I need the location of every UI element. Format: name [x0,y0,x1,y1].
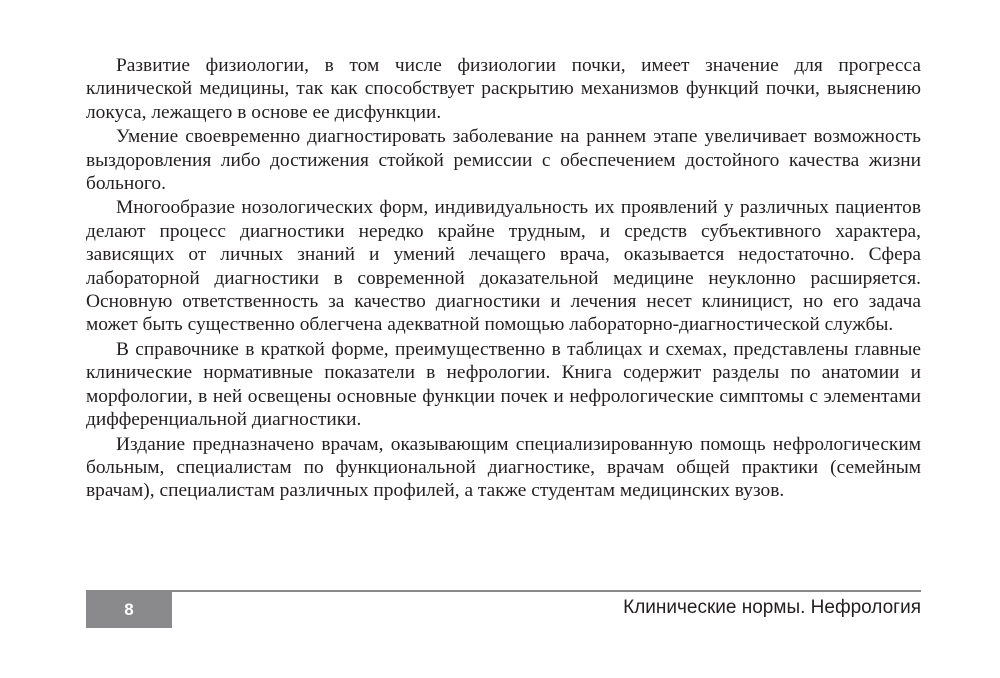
page-number: 8 [124,600,134,619]
paragraph-3: Многообразие нозологических форм, индивидуальность их проявлений у различных пациентов делают процесс диагностики нередко крайне трудным, и средств субъективного характера, зависящих от личных знаний и умений лечащего врача, оказывается недостаточно. Сфера лабораторной диагностики в современной доказательной медицине неуклонно расширяется. Основную ответственность за качество диагностики и лечения несет клиницист, но его задача может быть существенно облегчена адекватной помощью лабораторно-диагностической службы. [86,197,921,336]
body-text [86,54,921,503]
paragraph-2: Умение своевременно диагностировать заболевание на раннем этапе увеличивает возможность выздоровления либо достижения стойкой ремиссии с обеспечением достойного качества жизни больного. [86,126,921,195]
page-number-box [86,592,172,628]
paragraph-1: Развитие физиологии, в том числе физиологии почки, имеет значение для прогресса клинической медицины, так как способствует раскрытию механизмов функций почки, выяснению локуса, лежащего в основе ее дисфункции. [86,55,921,123]
running-title: Клинические нормы. Нефрология [623,597,921,618]
paragraph-5: Издание предназначено врачам, оказывающим специализированную помощь нефрологическим больным, специалистам по функциональной диагностике, врачам общей практики (семейным врачам), специалистам различных профилей, а также студентам медицинских вузов. [86,433,921,502]
paragraph-4: В справочнике в краткой форме, преимущественно в таблицах и схемах, представлены главные клинические нормативные показатели в нефрологии. Книга содержит разделы по анатомии и морфологии, в ней освещены основные функции почек и нефрологические симптомы с элементами дифференциальной диагностики. [86,338,921,431]
footer-rule [86,590,921,592]
